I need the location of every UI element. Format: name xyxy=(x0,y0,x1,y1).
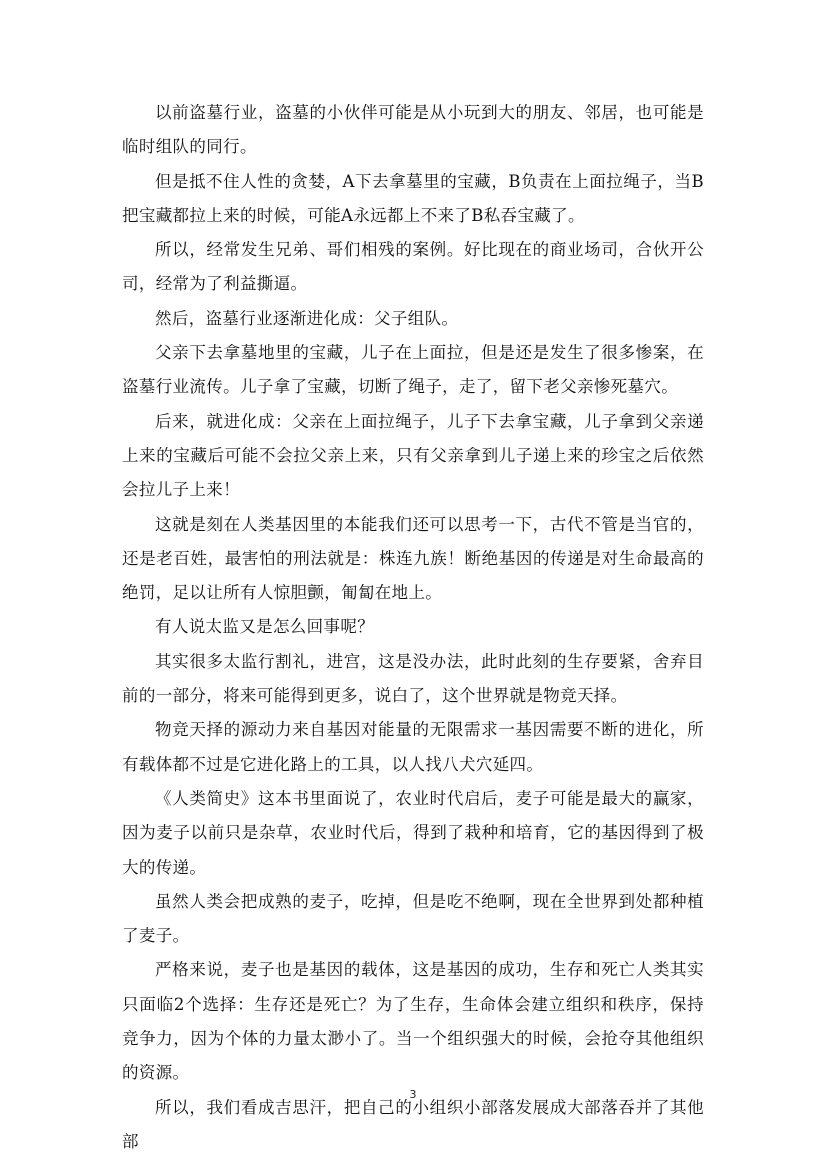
paragraph-4: 然后，盗墓行业逐渐进化成：父子组队。 xyxy=(155,308,459,328)
paragraph-9: 其实很多太监行割礼，进宫，这是没办法，此时此刻的生存要紧，舍弃目前的一部分，将来可能得到更多，说白了，这个世界就是物竞天择。 xyxy=(122,651,704,706)
paragraph-7: 这就是刻在人类基因里的本能我们还可以思考一下，古代不管是当官的，还是老百姓，最害怕的刑法就是：株连九族！断绝基因的传递是对生命最高的绝罚，足以让所有人惊胆颤，匍匐在地上。 xyxy=(122,514,704,603)
paragraph-13: 严格来说，麦子也是基因的载体，这是基因的成功，生存和死亡人类其实只面临2个选择：生存还是死亡？为了生存，生命体会建立组织和秩序，保持竞争力，因为个体的力量太渺小了。当一个组织强大的时候，会抢夺其他组织的资源。 xyxy=(122,960,704,1083)
paragraph-2: 但是抵不住人性的贪婪，A下去拿墓里的宝藏，B负责在上面拉绳子，当B把宝藏都拉上来的时候，可能A永远都上不来了B私吞宝藏了。 xyxy=(122,171,704,225)
paragraph-8: 有人说太监又是怎么回事呢？ xyxy=(155,617,375,637)
paragraph-10: 物竞天择的源动力来自基因对能量的无限需求一基因需要不断的进化，所有载体都不过是它进化路上的工具，以人找八犬穴延四。 xyxy=(122,720,704,774)
paragraph-12: 虽然人类会把成熟的麦子，吃掉，但是吃不绝啊，现在全世界到处都种植了麦子。 xyxy=(122,891,704,946)
paragraph-3: 所以，经常发生兄弟、哥们相残的案例。好比现在的商业场司，合伙开公司，经常为了利益撕逼。 xyxy=(122,240,704,294)
paragraph-6: 后来，就进化成：父亲在上面拉绳子，儿子下去拿宝藏，儿子拿到父亲递上来的宝藏后可能不会拉父亲上来，只有父亲拿到儿子递上来的珍宝之后依然会拉儿子上来！ xyxy=(122,411,704,500)
paragraph-14: 所以，我们看成吉思汗，把自己的小组织小部落发展成大部落吞并了其他部 xyxy=(122,1097,704,1151)
paragraph-1: 以前盗墓行业，盗墓的小伙伴可能是从小玩到大的朋友、邻居，也可能是临时组队的同行。 xyxy=(122,103,704,157)
page-number: 3 xyxy=(409,1088,417,1101)
paragraph-11: 《人类简史》这本书里面说了，农业时代启后，麦子可能是最大的赢家，因为麦子以前只是杂草，农业时代后，得到了栽种和培育，它的基因得到了极大的传递。 xyxy=(122,788,704,877)
body-text xyxy=(122,96,704,1159)
paragraph-5: 父亲下去拿墓地里的宝藏，儿子在上面拉，但是还是发生了很多惨案，在盗墓行业流传。儿子拿了宝藏，切断了绳子，走了，留下老父亲惨死墓穴。 xyxy=(122,343,704,397)
